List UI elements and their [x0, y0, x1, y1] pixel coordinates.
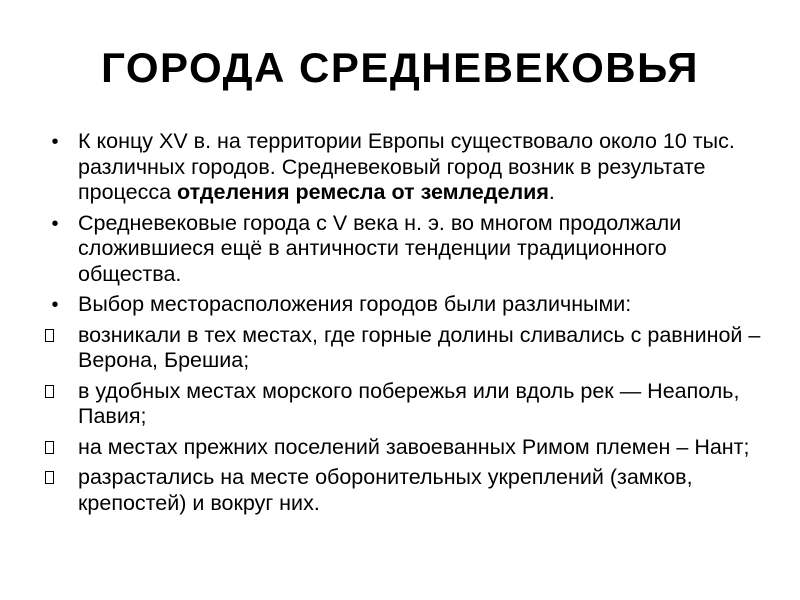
bullet-item [40, 129, 770, 206]
bullet-text: Выбор месторасположения городов были различными: [78, 292, 632, 316]
box-bullet-icon [45, 329, 54, 342]
bullet-text: в удобных местах морского побережья или вдоль рек — Неаполь, Павия; [78, 378, 740, 428]
bullet-dot-icon [40, 292, 70, 319]
bold-phrase: отделения ремесла от земледелия [177, 180, 549, 204]
bullet-text: К концу XV в. на территории Европы существовало около 10 тыс. различных городов. Средневековый город возник в результате процесса отделения ремесла от земледелия. [78, 129, 735, 204]
bullet-dot-icon [40, 211, 70, 238]
box-bullet-icon [45, 385, 54, 398]
bullet-dot-icon [40, 129, 70, 156]
sub-bullet-item [40, 435, 770, 461]
box-bullet-icon [45, 471, 54, 484]
bullet-item [40, 211, 770, 288]
sub-bullet-item [40, 465, 770, 516]
bullet-text: разрастались на месте оборонительных укреплений (замков, крепостей) и вокруг них. [78, 465, 693, 515]
bullet-item [40, 292, 770, 318]
sub-bullet-item [40, 379, 770, 430]
bullet-text: возникали в тех местах, где горные долины сливались с равниной – Верона, Брешиа; [78, 322, 761, 372]
slide-title: ГОРОДА СРЕДНЕВЕКОВЬЯ [101, 44, 699, 91]
box-bullet-icon [45, 441, 54, 454]
sub-bullet-item [40, 323, 770, 374]
bullet-text: на местах прежних поселений завоеванных Римом племен – Нант; [78, 434, 750, 459]
bullet-text: Средневековые города с V века н. э. во многом продолжали сложившиеся ещё в античности тенденции традиционного общества. [78, 210, 682, 286]
bullet-list [40, 129, 770, 521]
